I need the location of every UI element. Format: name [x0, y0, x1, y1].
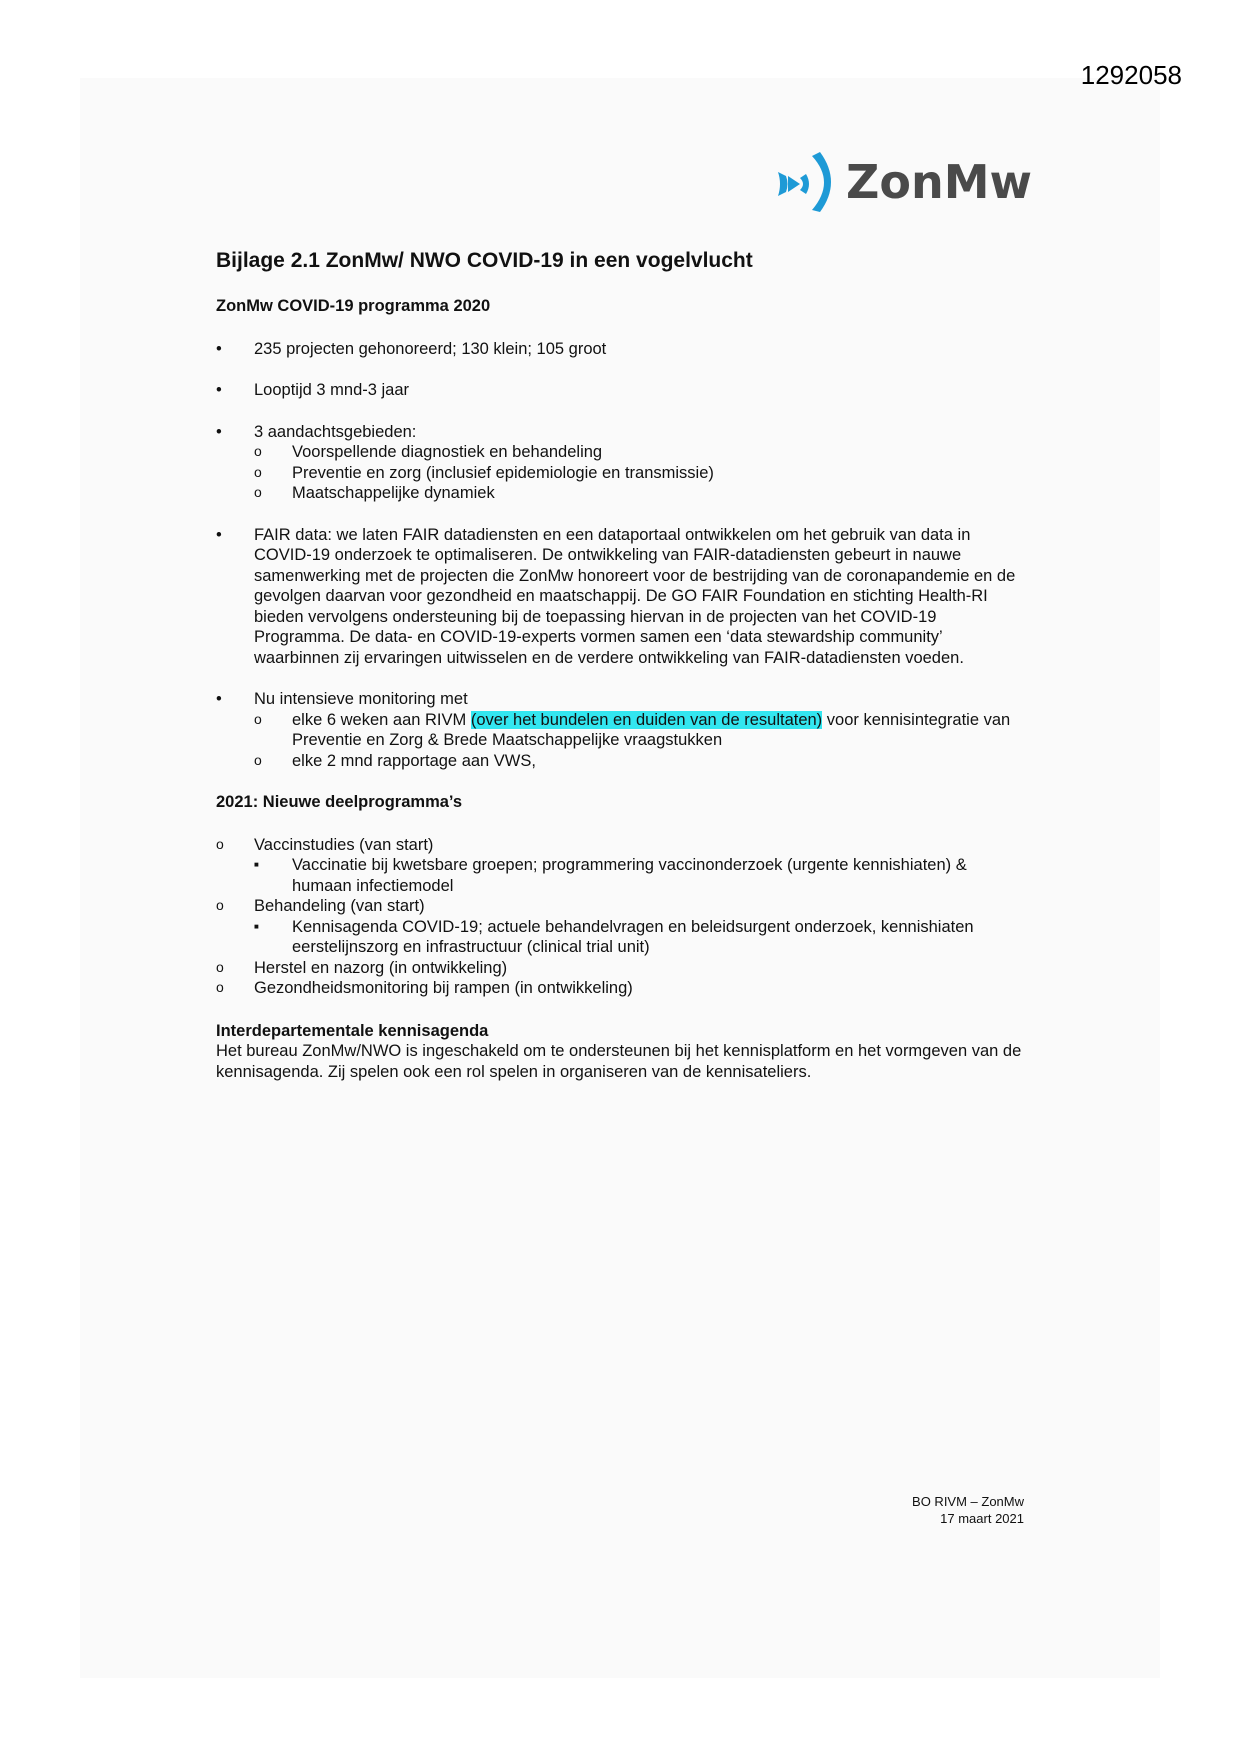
- footer: [912, 1493, 1024, 1527]
- program-list-2021: [216, 835, 1028, 999]
- bullet-list-2020: [216, 339, 1028, 772]
- list-item: [216, 525, 1028, 669]
- section-heading-kennisagenda: Interdepartementale kennisagenda: [216, 1021, 489, 1040]
- sub-list-item: o Preventie en zorg (inclusief epidemiologie en transmissie): [254, 463, 1028, 484]
- footer-line-1: BO RIVM – ZonMw: [912, 1494, 1024, 1509]
- logo-text: ZonMw: [846, 155, 1032, 209]
- section-heading-2020: ZonMw COVID-19 programma 2020: [216, 297, 491, 315]
- zonmw-logo: [772, 150, 1032, 214]
- sub-list-item: o Voorspellende diagnostiek en behandeling: [254, 442, 1028, 463]
- sub-list-item: o Maatschappelijke dynamiek: [254, 483, 1028, 504]
- list-item: • 235 projecten gehonoreerd; 130 klein; 105 groot: [216, 339, 1028, 360]
- sub-list: [254, 710, 1028, 772]
- document-body: [216, 248, 1028, 1082]
- list-item: • 3 aandachtsgebieden: o Voorspellende diagnostiek en behandeling o Preventie en zorg (inclusief epidemiologie en transmissie) o Maatschappelijke dynamiek: [216, 422, 1028, 504]
- sub-list-item: ■ Kennisagenda COVID-19; actuele behandelvragen en beleidsurgent onderzoek, kennishiaten eerstelijnszorg en infrastructuur (clinical trial unit): [254, 917, 1028, 958]
- fair-data-paragraph: FAIR data: we laten FAIR datadiensten en een dataportaal ontwikkelen om het gebruik van data in COVID-19 onderzoek te optimaliseren. De ontwikkeling van FAIR-datadiensten gebeurt in nauwe samenwerking met de projecten die ZonMw honoreert voor de bestrijding van de coronapandemie en de gevolgen daarvan voor gezondheid en maatschappij. De GO FAIR Foundation en stichting Health-RI bieden vervolgens ondersteuning bij de toepassing hiervan in de projecten van het COVID-19 Programma. De data- en COVID-19-experts vormen samen een ‘data stewardship community’ waarbinnen zij ervaringen uitwisselen en de verdere ontwikkeling van FAIR-datadiensten voeden.: [254, 525, 1016, 667]
- sub-list: [254, 442, 1028, 504]
- document-number: 1292058: [1080, 60, 1182, 90]
- kennisagenda-paragraph: Het bureau ZonMw/NWO is ingeschakeld om te ondersteunen bij het kennisplatform en het vormgeven van de kennisagenda. Zij spelen ook een rol spelen in organiseren van de kennisateliers.: [216, 1042, 1022, 1081]
- list-item: o Behandeling (van start) ■ Kennisagenda COVID-19; actuele behandelvragen en beleidsurgent onderzoek, kennishiaten eerstelijnszorg en infrastructuur (clinical trial unit): [216, 896, 1028, 958]
- sub-list: [254, 855, 1028, 896]
- zonmw-logo-mark-icon: [772, 150, 838, 214]
- sub-list-item: o elke 6 weken aan RIVM (over het bundelen en duiden van de resultaten) voor kennisintegratie van Preventie en Zorg & Brede Maatschappelijke vraagstukken: [254, 710, 1028, 751]
- footer-date: 17 maart 2021: [940, 1511, 1024, 1526]
- sub-list: [254, 917, 1028, 958]
- highlighted-text: (over het bundelen en duiden van de resultaten): [470, 710, 823, 729]
- sub-list-item: ■ Vaccinatie bij kwetsbare groepen; programmering vaccinonderzoek (urgente kennishiaten) & humaan infectiemodel: [254, 855, 1028, 896]
- list-item: • Nu intensieve monitoring met o elke 6 weken aan RIVM (over het bundelen en duiden van de resultaten) voor kennisintegratie van Preventie en Zorg & Brede Maatschappelijke vraagstukken o elke 2 mnd rapportage aan VWS,: [216, 689, 1028, 771]
- document-title: Bijlage 2.1 ZonMw/ NWO COVID-19 in een vogelvlucht: [216, 249, 753, 272]
- sub-list-item: o elke 2 mnd rapportage aan VWS,: [254, 751, 1028, 772]
- list-item: o Vaccinstudies (van start) ■ Vaccinatie bij kwetsbare groepen; programmering vaccinonderzoek (urgente kennishiaten) & humaan infectiemodel: [216, 835, 1028, 897]
- section-heading-2021: 2021: Nieuwe deelprogramma’s: [216, 793, 463, 811]
- list-item: o Herstel en nazorg (in ontwikkeling): [216, 958, 1028, 979]
- list-item: o Gezondheidsmonitoring bij rampen (in ontwikkeling): [216, 978, 1028, 999]
- list-item: • Looptijd 3 mnd-3 jaar: [216, 380, 1028, 401]
